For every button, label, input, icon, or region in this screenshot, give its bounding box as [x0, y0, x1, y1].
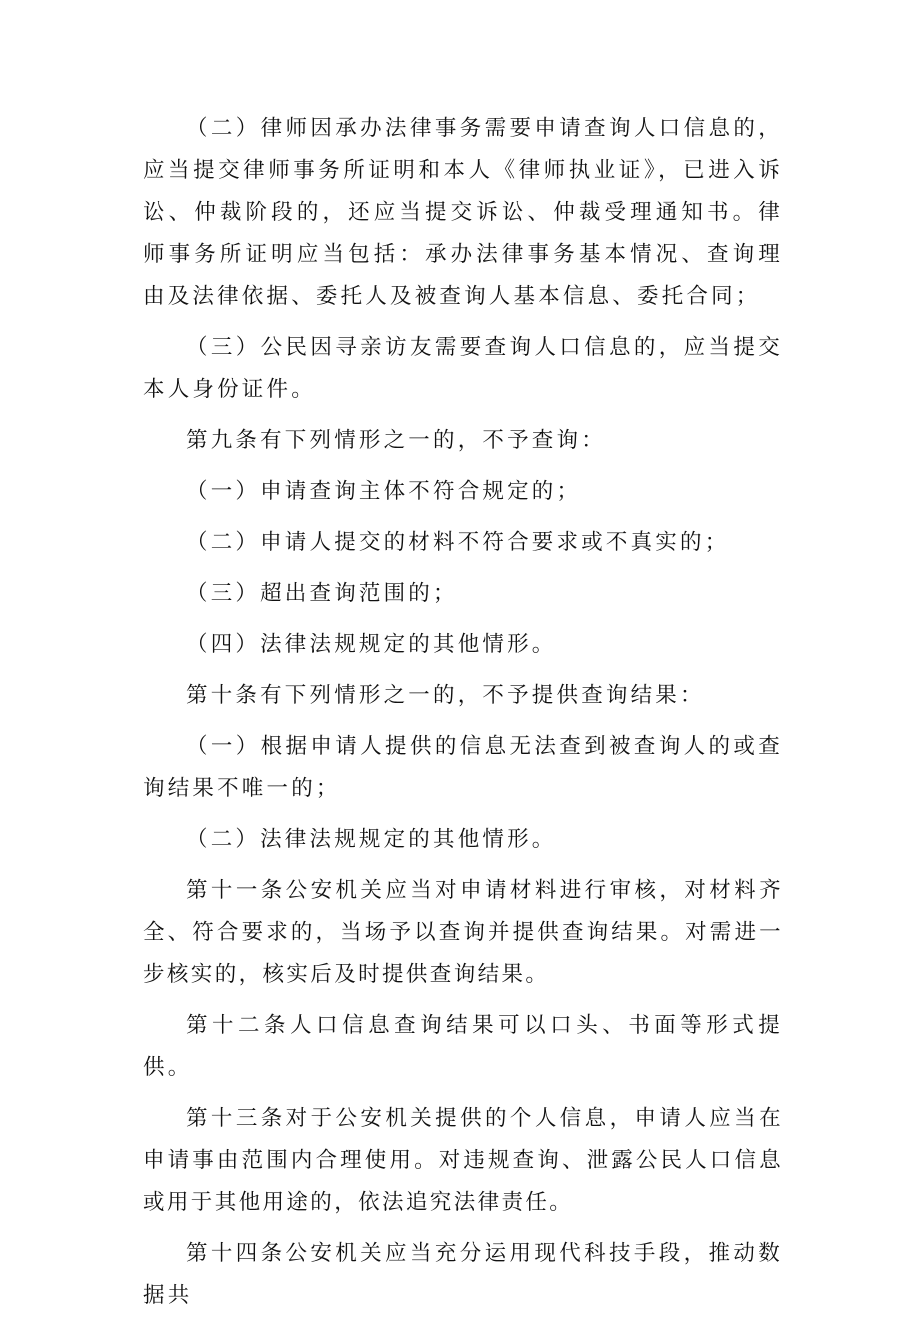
paragraph-13: 第十三条对于公安机关提供的个人信息，申请人应当在申请事由范围内合理使用。对违规查询、泄露公民人口信息或用于其他用途的，依法追究法律责任。	[143, 1106, 783, 1215]
paragraph-7: （四）法律法规规定的其他情形。	[186, 632, 557, 657]
paragraph-10: （二）法律法规规定的其他情形。	[186, 827, 557, 852]
paragraph-4: （一）申请查询主体不符合规定的；	[186, 479, 582, 504]
paragraph-5: （二）申请人提交的材料不符合要求或不真实的；	[186, 530, 730, 555]
paragraph-14: 第十四条公安机关应当充分运用现代科技手段，推动数据共	[143, 1241, 783, 1308]
paragraph-9: （一）根据申请人提供的信息无法查到被查询人的或查询结果不唯一的；	[143, 734, 783, 801]
paragraph-2: （三）公民因寻亲访友需要查询人口信息的，应当提交本人身份证件。	[143, 335, 783, 402]
document-page	[143, 108, 783, 1326]
paragraph-3: 第九条有下列情形之一的，不予查询：	[186, 428, 606, 453]
paragraph-1: （二）律师因承办法律事务需要申请查询人口信息的，应当提交律师事务所证明和本人《律师执业证》，已进入诉讼、仲裁阶段的，还应当提交诉讼、仲裁受理通知书。律师事务所证明应当包括：承办法律事务基本情况、查询理由及法律依据、委托人及被查询人基本信息、委托合同；	[143, 116, 783, 309]
paragraph-6: （三）超出查询范围的；	[186, 581, 458, 606]
paragraph-12: 第十二条人口信息查询结果可以口头、书面等形式提供。	[143, 1013, 783, 1080]
paragraph-8: 第十条有下列情形之一的，不予提供查询结果：	[186, 683, 705, 708]
paragraph-11: 第十一条公安机关应当对申请材料进行审核，对材料齐全、符合要求的，当场予以查询并提供查询结果。对需进一步核实的，核实后及时提供查询结果。	[143, 878, 783, 987]
